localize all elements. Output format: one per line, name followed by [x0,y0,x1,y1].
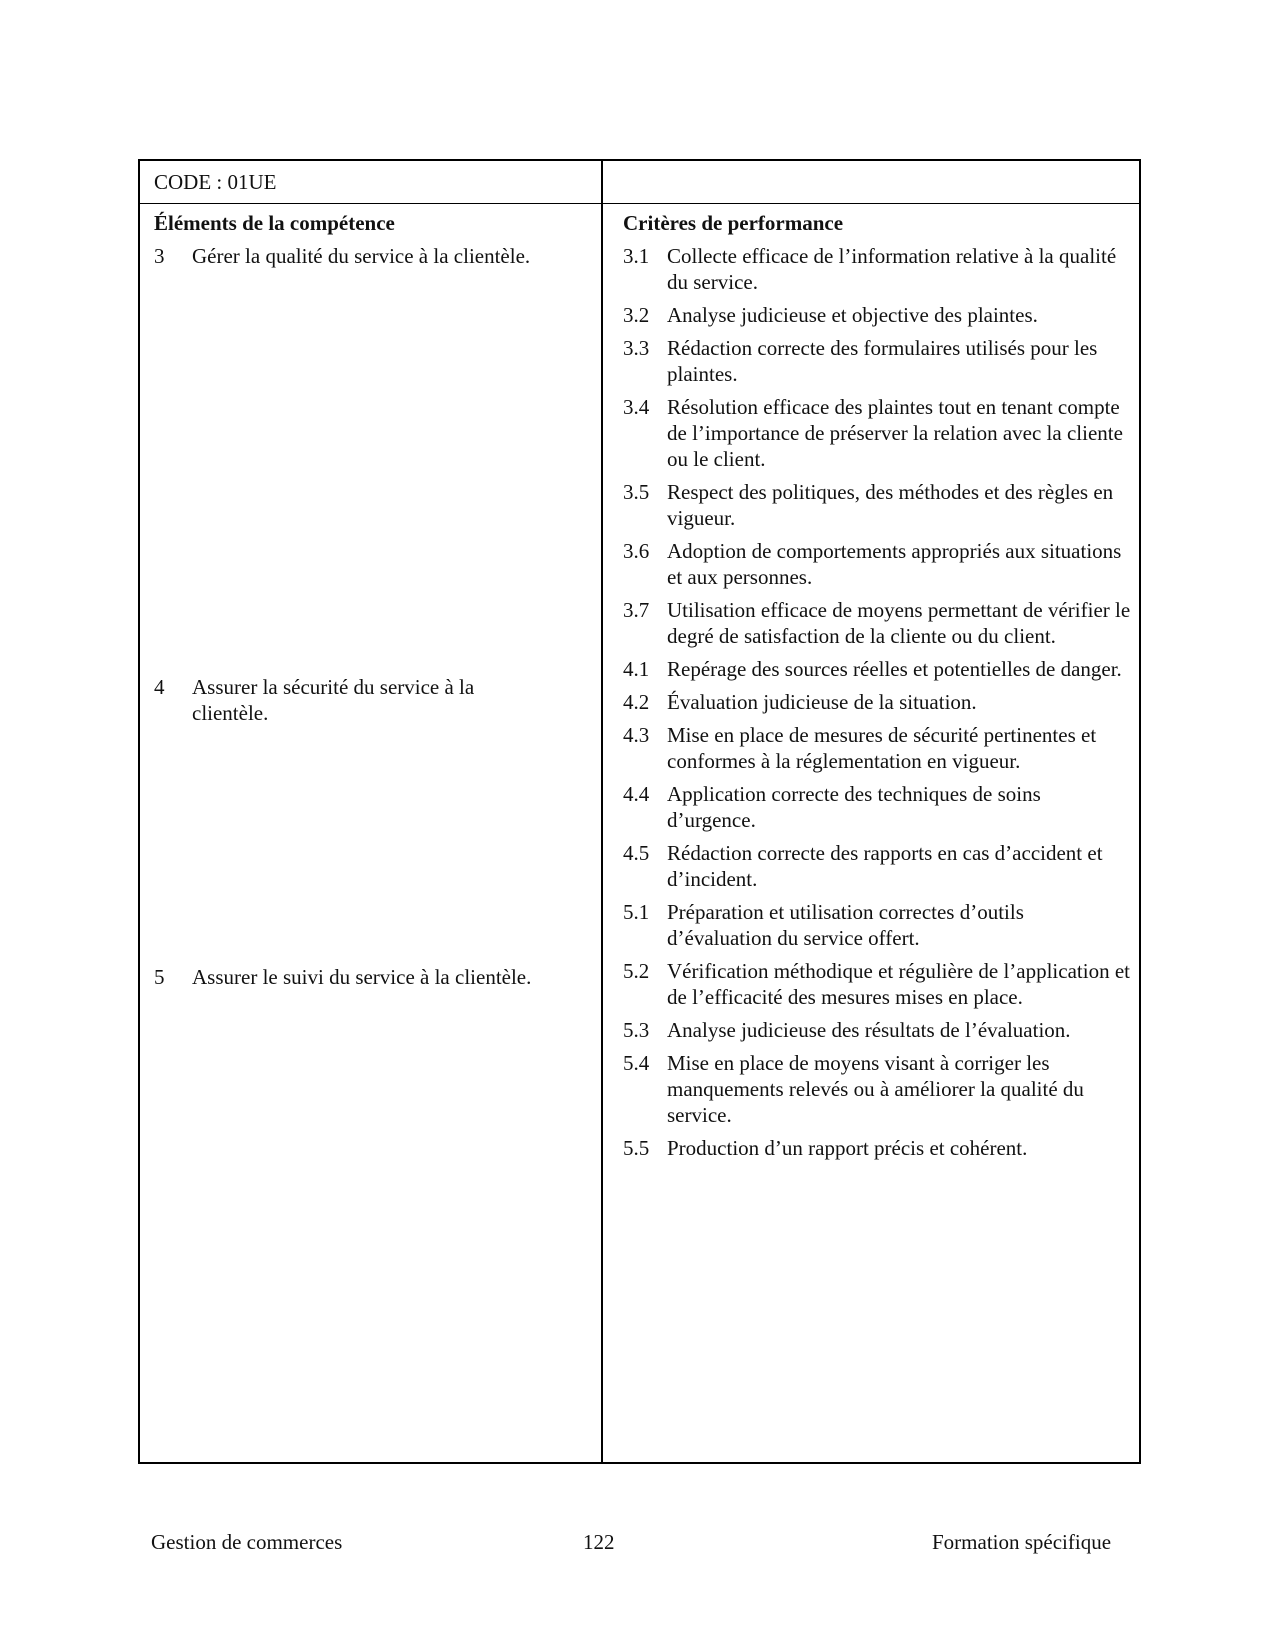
element-text: Assurer le suivi du service à la clientèle. [192,965,532,989]
element-number: 4 [154,675,165,699]
criteria-list [623,243,1133,1161]
criterion-item [623,243,1133,295]
criterion-number: 3.7 [623,598,650,622]
criterion-text: Repérage des sources réelles et potentielles de danger. [667,657,1122,681]
criterion-number: 5.4 [623,1051,650,1075]
criterion-text: Résolution efficace des plaintes tout en tenant compte de l’importance de préserver la relation avec la cliente ou le client. [667,395,1123,471]
criterion-item [623,689,1133,715]
criterion-number: 5.3 [623,1018,650,1042]
criterion-number: 4.4 [623,782,650,806]
criterion-item [623,479,1133,531]
criterion-item [623,302,1133,328]
criterion-number: 5.5 [623,1136,650,1160]
criteria-column [623,210,1133,1168]
element-number: 3 [154,244,165,268]
criterion-text: Évaluation judicieuse de la situation. [667,690,977,714]
criterion-number: 4.1 [623,657,650,681]
criterion-text: Production d’un rapport précis et cohérent. [667,1136,1028,1160]
criterion-item [623,597,1133,649]
criterion-number: 3.4 [623,395,650,419]
criterion-text: Application correcte des techniques de soins d’urgence. [667,782,1041,832]
criterion-number: 3.5 [623,480,650,504]
criterion-item [623,781,1133,833]
code-label: CODE : 01UE [154,170,277,194]
criterion-number: 4.2 [623,690,650,714]
criterion-text: Respect des politiques, des méthodes et des règles en vigueur. [667,480,1114,530]
header-row-divider [140,203,1139,204]
element-item-4 [154,674,594,726]
criterion-number: 3.3 [623,336,650,360]
criterion-item [623,1135,1133,1161]
criterion-text: Collecte efficace de l’information relative à la qualité du service. [667,244,1117,294]
criterion-item [623,722,1133,774]
criterion-text: Analyse judicieuse et objective des plaintes. [667,303,1038,327]
element-item-5 [154,964,594,990]
element-text: Gérer la qualité du service à la clientèle. [192,244,531,268]
element-number: 5 [154,965,165,989]
criteria-heading: Critères de performance [623,211,844,235]
footer-right: Formation spécifique [932,1530,1112,1554]
competency-table [138,159,1141,1464]
criterion-text: Utilisation efficace de moyens permettant de vérifier le degré de satisfaction de la cliente ou du client. [667,598,1131,648]
criterion-item [623,335,1133,387]
criterion-text: Mise en place de mesures de sécurité pertinentes et conformes à la réglementation en vigueur. [667,723,1097,773]
criterion-item [623,394,1133,472]
criterion-number: 4.5 [623,841,650,865]
criterion-number: 4.3 [623,723,650,747]
criterion-number: 3.1 [623,244,650,268]
criterion-item [623,538,1133,590]
criterion-text: Rédaction correcte des rapports en cas d’accident et d’incident. [667,841,1103,891]
criterion-item [623,840,1133,892]
page-number: 122 [583,1530,615,1554]
criterion-number: 5.1 [623,900,650,924]
column-divider [601,161,603,1462]
elements-column [154,210,594,989]
elements-heading: Éléments de la compétence [154,211,395,235]
criterion-text: Rédaction correcte des formulaires utilisés pour les plaintes. [667,336,1098,386]
criterion-item [623,1050,1133,1128]
criterion-text: Adoption de comportements appropriés aux situations et aux personnes. [667,539,1122,589]
criterion-item [623,656,1133,682]
criterion-text: Analyse judicieuse des résultats de l’évaluation. [667,1018,1071,1042]
element-item-3 [154,243,594,269]
criterion-number: 3.2 [623,303,650,327]
criterion-text: Vérification méthodique et régulière de l’application et de l’efficacité des mesures mises en place. [667,959,1130,1009]
criterion-item [623,958,1133,1010]
element-text: Assurer la sécurité du service à la clientèle. [192,675,475,725]
criterion-text: Mise en place de moyens visant à corriger les manquements relevés ou à améliorer la qualité du service. [667,1051,1084,1127]
criterion-item [623,899,1133,951]
criterion-number: 3.6 [623,539,650,563]
criterion-number: 5.2 [623,959,650,983]
footer-left: Gestion de commerces [151,1530,343,1554]
criterion-item [623,1017,1133,1043]
criterion-text: Préparation et utilisation correctes d’outils d’évaluation du service offert. [667,900,1024,950]
